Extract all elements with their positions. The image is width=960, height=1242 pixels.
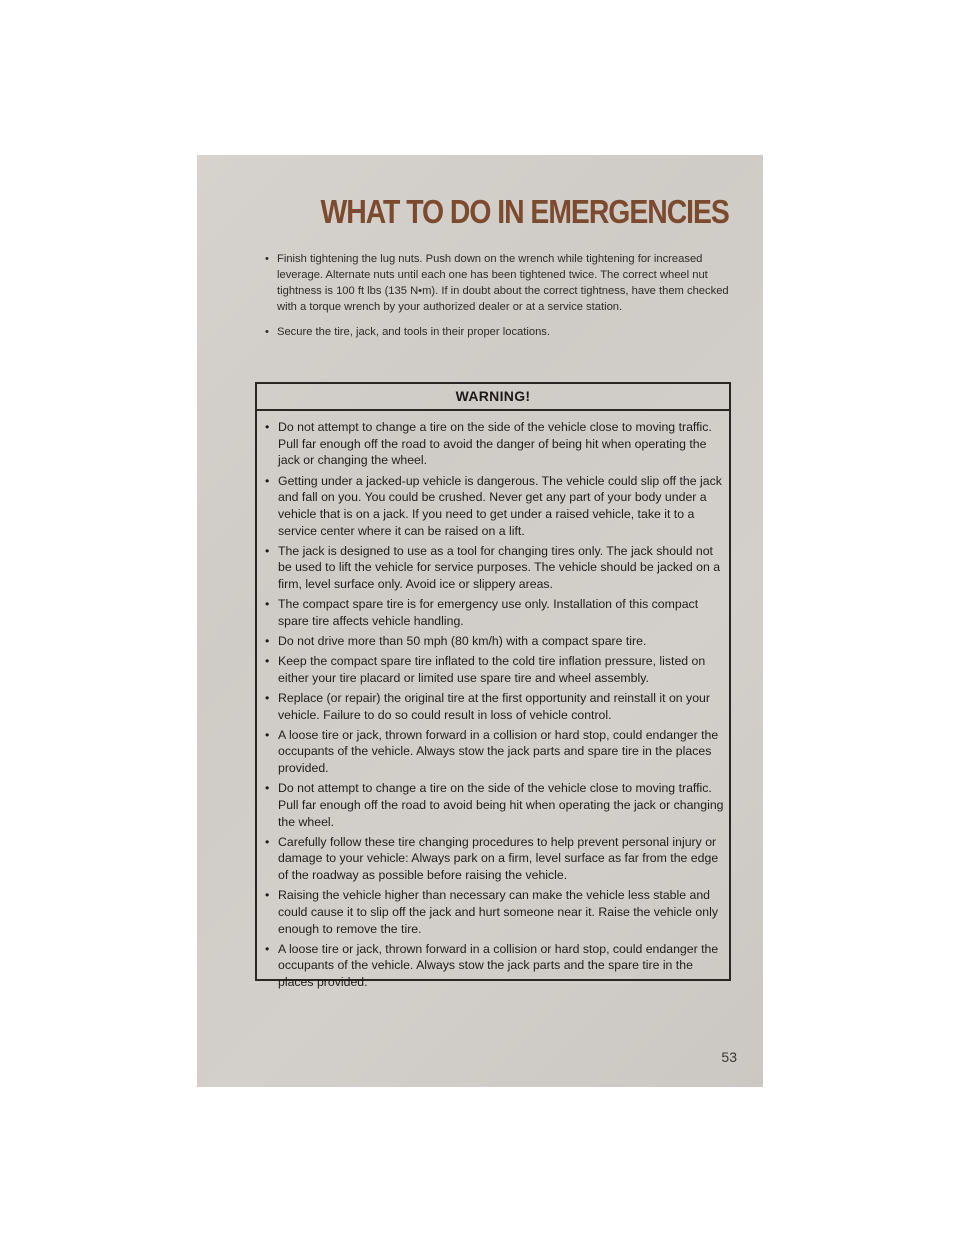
list-item <box>265 419 725 469</box>
list-item <box>265 780 725 830</box>
bullet-icon: • <box>265 420 270 434</box>
list-item-text: Replace (or repair) the original tire at the first opportunity and reinstall it on your vehicle. Failure to do so could result in loss of vehicle control. <box>278 690 710 722</box>
list-item <box>265 473 725 540</box>
warning-list <box>257 411 729 991</box>
intro-list <box>265 251 731 349</box>
list-item-text: Finish tightening the lug nuts. Push down on the wrench while tightening for increased leverage. Alternate nuts until each one has been tightened twice. The correct wheel nut tightness is 100 ft lbs (135 N•m). If in doubt about the correct tightness, have them checked with a torque wrench by your authorized dealer or at a service station. <box>277 253 729 313</box>
bullet-icon: • <box>265 654 270 669</box>
list-item <box>265 633 725 650</box>
list-item-text: Keep the compact spare tire inflated to the cold tire inflation pressure, listed on either your tire placard or limited use spare tire and wheel assembly. <box>278 654 706 685</box>
list-item <box>265 324 731 340</box>
list-item <box>265 727 725 777</box>
page-number: 53 <box>721 1049 737 1065</box>
list-item <box>265 887 725 937</box>
list-item-text: The compact spare tire is for emergency use only. Installation of this compact spare tire affects vehicle handling. <box>278 597 699 628</box>
bullet-icon: • <box>265 253 269 265</box>
bullet-icon: • <box>265 834 270 849</box>
list-item <box>265 596 725 629</box>
list-item-text: A loose tire or jack, thrown forward in a collision or hard stop, could endanger the occupants of the vehicle. Always stow the jack parts and spare tire in the places provided. <box>278 727 719 776</box>
list-item-text: The jack is designed to use as a tool for changing tires only. The jack should not be used to lift the vehicle for service purposes. The vehicle should be jacked on a firm, level surface only. Avoid ice or slippery areas. <box>278 543 721 592</box>
bullet-icon: • <box>265 727 270 742</box>
list-item-text: Secure the tire, jack, and tools in their proper locations. <box>277 326 550 338</box>
list-item-text: Do not attempt to change a tire on the side of the vehicle close to moving traffic. Pull far enough off the road to avoid being hit when operating the jack or changing the wheel. <box>278 781 724 829</box>
bullet-icon: • <box>265 597 270 612</box>
list-item <box>265 543 725 593</box>
list-item <box>265 690 725 723</box>
bullet-icon: • <box>265 543 270 558</box>
manual-page <box>197 155 763 1087</box>
list-item-text: A loose tire or jack, thrown forward in a collision or hard stop, could endanger the occupants of the vehicle. Always stow the jack parts and the spare tire in the places provided. <box>278 941 719 990</box>
list-item-text: Do not drive more than 50 mph (80 km/h) with a compact spare tire. <box>278 634 647 648</box>
list-item <box>265 251 731 315</box>
list-item-text: Carefully follow these tire changing procedures to help prevent personal injury or damage to your vehicle: Always park on a firm, level surface as far from the edge of the roadway as possible before raising the vehicle. <box>278 834 719 883</box>
list-item-text: Do not attempt to change a tire on the side of the vehicle close to moving traffic. Pull far enough off the road to avoid the danger of being hit when operating the jack or changing the wheel. <box>278 420 712 468</box>
list-item <box>265 834 725 884</box>
bullet-icon: • <box>265 888 270 903</box>
list-item <box>265 653 725 686</box>
list-item-text: Getting under a jacked-up vehicle is dangerous. The vehicle could slip off the jack and fall on you. You could be crushed. Never get any part of your body under a vehicle that is on a jack. If you need to get under a raised vehicle, take it to a service center where it can be raised on a lift. <box>278 473 722 538</box>
warning-title: WARNING! <box>257 384 729 411</box>
bullet-icon: • <box>265 473 270 488</box>
bullet-icon: • <box>265 634 270 648</box>
bullet-icon: • <box>265 781 270 796</box>
list-item <box>265 941 725 991</box>
bullet-icon: • <box>265 690 270 705</box>
warning-box <box>255 382 731 990</box>
bullet-icon: • <box>265 941 270 956</box>
section-title: WHAT TO DO IN EMERGENCIES <box>320 193 729 230</box>
bullet-icon: • <box>265 326 269 338</box>
list-item-text: Raising the vehicle higher than necessary can make the vehicle less stable and could cause it to slip off the jack and hurt someone near it. Raise the vehicle only enough to remove the tire. <box>278 888 718 936</box>
